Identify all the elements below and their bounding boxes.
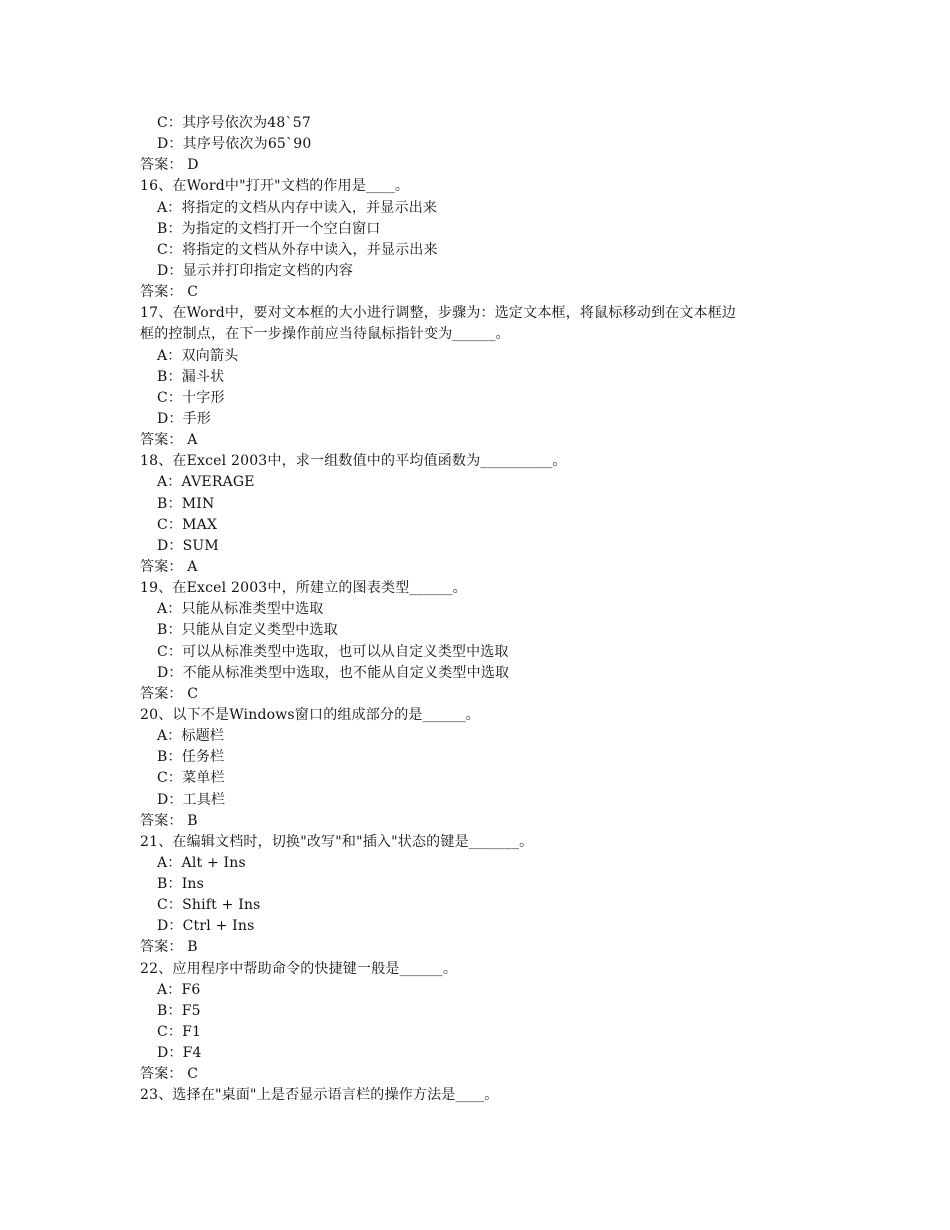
- option-text: C：菜单栏: [157, 770, 225, 787]
- answer-text: 答案： B: [140, 812, 198, 829]
- option-text: B：漏斗状: [157, 368, 225, 385]
- option-text: B：为指定的文档打开一个空白窗口: [157, 220, 381, 237]
- question-text: 17、在Word中，要对文本框的大小进行调整，步骤为：选定文本框，将鼠标移动到在文本框边: [140, 305, 737, 322]
- option-text: A：Alt + Ins: [157, 854, 246, 871]
- option-text: B：只能从自定义类型中选取: [157, 622, 338, 639]
- option-text: B：任务栏: [157, 749, 225, 766]
- option-text: D：不能从标准类型中选取，也不能从自定义类型中选取: [157, 664, 510, 681]
- option-text: B：Ins: [157, 876, 205, 893]
- option-text: A：标题栏: [157, 728, 225, 745]
- option-text: D：SUM: [157, 537, 219, 554]
- option-text: A：AVERAGE: [157, 474, 255, 491]
- option-text: D：其序号依次为65`90: [157, 136, 312, 153]
- option-text: A：将指定的文档从内存中读入，并显示出来: [157, 199, 438, 216]
- option-text: C：将指定的文档从外存中读入，并显示出来: [157, 241, 438, 258]
- option-text: C：其序号依次为48`57: [157, 115, 311, 131]
- answer-text: 答案： C: [140, 1066, 199, 1083]
- question-text: 18、在Excel 2003中，求一组数值中的平均值函数为__________。: [140, 453, 567, 470]
- question-text: 20、以下不是Windows窗口的组成部分的是______。: [140, 706, 481, 723]
- option-text: A：双向箭头: [157, 347, 239, 364]
- option-text: B：MIN: [157, 495, 215, 512]
- answer-text: 答案： A: [140, 558, 198, 575]
- answer-text: 答案： B: [140, 939, 198, 956]
- answer-text: 答案： C: [140, 685, 199, 702]
- question-text: 16、在Word中"打开"文档的作用是____。: [140, 178, 410, 195]
- option-text: A：只能从标准类型中选取: [157, 601, 324, 618]
- answer-text: 答案： A: [140, 432, 198, 449]
- question-text: 23、选择在"桌面"上是否显示语言栏的操作方法是____。: [140, 1087, 499, 1104]
- answer-text: 答案： C: [140, 284, 199, 301]
- answer-text: 答案： D: [140, 157, 199, 174]
- document-page: [0, 113, 950, 1107]
- option-text: B：F5: [157, 1002, 201, 1019]
- option-text: C：Shift + Ins: [157, 897, 261, 914]
- option-text: D：F4: [157, 1045, 202, 1062]
- question-text: 19、在Excel 2003中，所建立的图表类型______。: [140, 580, 467, 597]
- option-text: D：手形: [157, 410, 212, 427]
- option-text: C：F1: [157, 1024, 202, 1041]
- question-text: 21、在编辑文档时，切换"改写"和"插入"状态的键是_______。: [140, 833, 534, 850]
- option-text: D：工具栏: [157, 791, 226, 808]
- option-text: D：Ctrl + Ins: [157, 918, 255, 935]
- question-text-continued: 框的控制点，在下一步操作前应当待鼠标指针变为______。: [140, 326, 510, 343]
- option-text: C：MAX: [157, 516, 218, 533]
- question-text: 22、应用程序中帮助命令的快捷键一般是______。: [140, 960, 458, 977]
- option-text: C：可以从标准类型中选取，也可以从自定义类型中选取: [157, 643, 509, 660]
- option-text: C：十字形: [157, 389, 225, 406]
- option-text: A：F6: [157, 981, 201, 998]
- option-text: D：显示并打印指定文档的内容: [157, 262, 354, 279]
